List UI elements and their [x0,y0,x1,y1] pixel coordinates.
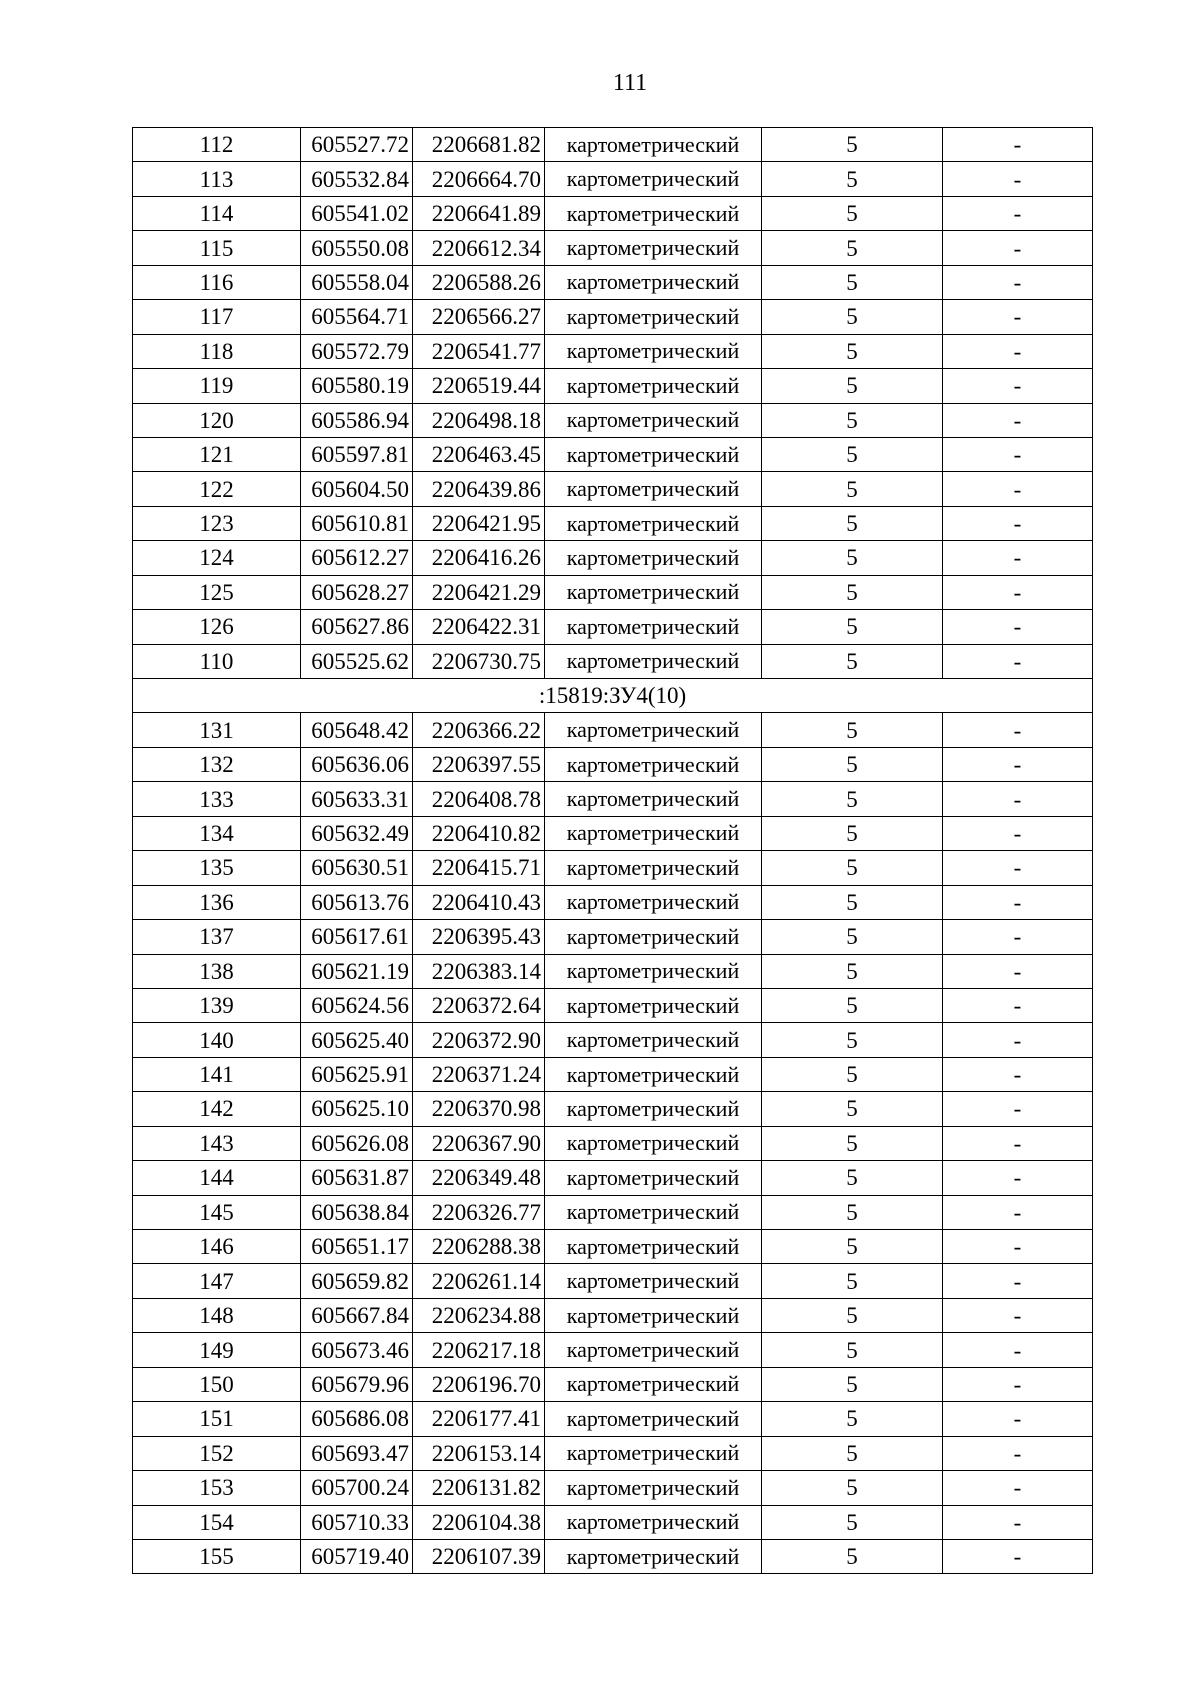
x-coordinate-cell: 605638.84 [301,1195,413,1229]
point-number-cell: 138 [133,954,301,988]
table-row [133,231,1093,265]
x-coordinate-cell: 605550.08 [301,231,413,265]
point-number-cell: 120 [133,403,301,437]
accuracy-cell: 5 [762,885,943,919]
method-cell: картометрический [545,610,762,644]
point-number-cell: 110 [133,644,301,678]
accuracy-cell: 5 [762,1333,943,1367]
y-coordinate-cell: 2206421.29 [413,575,545,609]
x-coordinate-cell: 605617.61 [301,920,413,954]
accuracy-cell: 5 [762,1057,943,1091]
y-coordinate-cell: 2206498.18 [413,403,545,437]
y-coordinate-cell: 2206326.77 [413,1195,545,1229]
table-row [133,1092,1093,1126]
accuracy-cell: 5 [762,954,943,988]
x-coordinate-cell: 605630.51 [301,851,413,885]
y-coordinate-cell: 2206566.27 [413,300,545,334]
point-number-cell: 121 [133,437,301,471]
accuracy-cell: 5 [762,1471,943,1505]
accuracy-cell: 5 [762,1367,943,1401]
y-coordinate-cell: 2206372.64 [413,988,545,1022]
method-cell: картометрический [545,713,762,747]
y-coordinate-cell: 2206217.18 [413,1333,545,1367]
x-coordinate-cell: 605710.33 [301,1505,413,1539]
table-row [133,1436,1093,1470]
accuracy-cell: 5 [762,1195,943,1229]
x-coordinate-cell: 605673.46 [301,1333,413,1367]
method-cell: картометрический [545,644,762,678]
y-coordinate-cell: 2206367.90 [413,1126,545,1160]
x-coordinate-cell: 605686.08 [301,1402,413,1436]
table-row [133,885,1093,919]
point-number-cell: 117 [133,300,301,334]
note-cell: - [943,265,1093,299]
point-number-cell: 115 [133,231,301,265]
accuracy-cell: 5 [762,1230,943,1264]
point-number-cell: 142 [133,1092,301,1126]
accuracy-cell: 5 [762,334,943,368]
point-number-cell: 119 [133,369,301,403]
point-number-cell: 122 [133,472,301,506]
x-coordinate-cell: 605527.72 [301,128,413,162]
point-number-cell: 132 [133,747,301,781]
table-row [133,1333,1093,1367]
x-coordinate-cell: 605604.50 [301,472,413,506]
accuracy-cell: 5 [762,1161,943,1195]
table-row [133,265,1093,299]
y-coordinate-cell: 2206370.98 [413,1092,545,1126]
point-number-cell: 154 [133,1505,301,1539]
point-number-cell: 114 [133,196,301,230]
method-cell: картометрический [545,816,762,850]
table-row [133,300,1093,334]
x-coordinate-cell: 605624.56 [301,988,413,1022]
method-cell: картометрический [545,506,762,540]
note-cell: - [943,1505,1093,1539]
accuracy-cell: 5 [762,506,943,540]
point-number-cell: 134 [133,816,301,850]
table-row [133,782,1093,816]
x-coordinate-cell: 605651.17 [301,1230,413,1264]
accuracy-cell: 5 [762,1505,943,1539]
method-cell: картометрический [545,1367,762,1401]
accuracy-cell: 5 [762,1298,943,1332]
y-coordinate-cell: 2206664.70 [413,162,545,196]
accuracy-cell: 5 [762,610,943,644]
table-row [133,1505,1093,1539]
accuracy-cell: 5 [762,265,943,299]
point-number-cell: 148 [133,1298,301,1332]
table-row [133,816,1093,850]
method-cell: картометрический [545,369,762,403]
point-number-cell: 143 [133,1126,301,1160]
point-number-cell: 146 [133,1230,301,1264]
table-row [133,1195,1093,1229]
point-number-cell: 145 [133,1195,301,1229]
x-coordinate-cell: 605628.27 [301,575,413,609]
table-row [133,437,1093,471]
accuracy-cell: 5 [762,1092,943,1126]
section-header-row [133,679,1093,713]
point-number-cell: 131 [133,713,301,747]
accuracy-cell: 5 [762,816,943,850]
note-cell: - [943,1092,1093,1126]
y-coordinate-cell: 2206588.26 [413,265,545,299]
coordinates-table [132,127,1093,1574]
note-cell: - [943,851,1093,885]
note-cell: - [943,196,1093,230]
x-coordinate-cell: 605541.02 [301,196,413,230]
note-cell: - [943,300,1093,334]
method-cell: картометрический [545,403,762,437]
y-coordinate-cell: 2206410.43 [413,885,545,919]
y-coordinate-cell: 2206463.45 [413,437,545,471]
table-row [133,575,1093,609]
note-cell: - [943,575,1093,609]
method-cell: картометрический [545,128,762,162]
method-cell: картометрический [545,920,762,954]
note-cell: - [943,1471,1093,1505]
y-coordinate-cell: 2206415.71 [413,851,545,885]
method-cell: картометрический [545,1402,762,1436]
point-number-cell: 149 [133,1333,301,1367]
note-cell: - [943,1367,1093,1401]
accuracy-cell: 5 [762,1126,943,1160]
x-coordinate-cell: 605648.42 [301,713,413,747]
x-coordinate-cell: 605612.27 [301,541,413,575]
accuracy-cell: 5 [762,403,943,437]
x-coordinate-cell: 605693.47 [301,1436,413,1470]
note-cell: - [943,782,1093,816]
accuracy-cell: 5 [762,369,943,403]
method-cell: картометрический [545,1298,762,1332]
accuracy-cell: 5 [762,782,943,816]
y-coordinate-cell: 2206681.82 [413,128,545,162]
note-cell: - [943,1539,1093,1573]
point-number-cell: 136 [133,885,301,919]
method-cell: картометрический [545,954,762,988]
note-cell: - [943,1436,1093,1470]
accuracy-cell: 5 [762,644,943,678]
x-coordinate-cell: 605679.96 [301,1367,413,1401]
accuracy-cell: 5 [762,472,943,506]
note-cell: - [943,1230,1093,1264]
method-cell: картометрический [545,196,762,230]
point-number-cell: 147 [133,1264,301,1298]
method-cell: картометрический [545,231,762,265]
point-number-cell: 144 [133,1161,301,1195]
note-cell: - [943,1023,1093,1057]
point-number-cell: 150 [133,1367,301,1401]
y-coordinate-cell: 2206107.39 [413,1539,545,1573]
point-number-cell: 118 [133,334,301,368]
note-cell: - [943,231,1093,265]
accuracy-cell: 5 [762,1539,943,1573]
x-coordinate-cell: 605700.24 [301,1471,413,1505]
point-number-cell: 133 [133,782,301,816]
method-cell: картометрический [545,1264,762,1298]
accuracy-cell: 5 [762,541,943,575]
note-cell: - [943,1402,1093,1436]
method-cell: картометрический [545,1471,762,1505]
point-number-cell: 113 [133,162,301,196]
table-row [133,988,1093,1022]
point-number-cell: 153 [133,1471,301,1505]
x-coordinate-cell: 605636.06 [301,747,413,781]
x-coordinate-cell: 605532.84 [301,162,413,196]
note-cell: - [943,610,1093,644]
point-number-cell: 152 [133,1436,301,1470]
table-row [133,1367,1093,1401]
method-cell: картометрический [545,541,762,575]
y-coordinate-cell: 2206196.70 [413,1367,545,1401]
note-cell: - [943,369,1093,403]
y-coordinate-cell: 2206153.14 [413,1436,545,1470]
x-coordinate-cell: 605625.40 [301,1023,413,1057]
y-coordinate-cell: 2206177.41 [413,1402,545,1436]
y-coordinate-cell: 2206397.55 [413,747,545,781]
method-cell: картометрический [545,1436,762,1470]
point-number-cell: 135 [133,851,301,885]
method-cell: картометрический [545,1126,762,1160]
y-coordinate-cell: 2206261.14 [413,1264,545,1298]
point-number-cell: 124 [133,541,301,575]
x-coordinate-cell: 605613.76 [301,885,413,919]
point-number-cell: 116 [133,265,301,299]
note-cell: - [943,1264,1093,1298]
note-cell: - [943,988,1093,1022]
note-cell: - [943,403,1093,437]
accuracy-cell: 5 [762,1023,943,1057]
x-coordinate-cell: 605610.81 [301,506,413,540]
accuracy-cell: 5 [762,437,943,471]
accuracy-cell: 5 [762,988,943,1022]
y-coordinate-cell: 2206104.38 [413,1505,545,1539]
table-row [133,610,1093,644]
method-cell: картометрический [545,575,762,609]
accuracy-cell: 5 [762,713,943,747]
x-coordinate-cell: 605586.94 [301,403,413,437]
table-row [133,644,1093,678]
table-row [133,369,1093,403]
point-number-cell: 112 [133,128,301,162]
note-cell: - [943,437,1093,471]
accuracy-cell: 5 [762,162,943,196]
accuracy-cell: 5 [762,851,943,885]
x-coordinate-cell: 605625.91 [301,1057,413,1091]
method-cell: картометрический [545,851,762,885]
table-row [133,747,1093,781]
page-number: 111 [612,70,648,96]
y-coordinate-cell: 2206612.34 [413,231,545,265]
table-row [133,196,1093,230]
y-coordinate-cell: 2206383.14 [413,954,545,988]
y-coordinate-cell: 2206421.95 [413,506,545,540]
accuracy-cell: 5 [762,128,943,162]
y-coordinate-cell: 2206730.75 [413,644,545,678]
note-cell: - [943,644,1093,678]
point-number-cell: 151 [133,1402,301,1436]
y-coordinate-cell: 2206395.43 [413,920,545,954]
table-row [133,713,1093,747]
y-coordinate-cell: 2206288.38 [413,1230,545,1264]
table-row [133,920,1093,954]
method-cell: картометрический [545,1539,762,1573]
x-coordinate-cell: 605525.62 [301,644,413,678]
point-number-cell: 155 [133,1539,301,1573]
y-coordinate-cell: 2206349.48 [413,1161,545,1195]
table-row [133,1539,1093,1573]
method-cell: картометрический [545,1230,762,1264]
table-row [133,506,1093,540]
point-number-cell: 137 [133,920,301,954]
method-cell: картометрический [545,988,762,1022]
table-row [133,472,1093,506]
y-coordinate-cell: 2206366.22 [413,713,545,747]
table-row [133,1298,1093,1332]
point-number-cell: 123 [133,506,301,540]
accuracy-cell: 5 [762,1402,943,1436]
accuracy-cell: 5 [762,1264,943,1298]
y-coordinate-cell: 2206410.82 [413,816,545,850]
x-coordinate-cell: 605572.79 [301,334,413,368]
y-coordinate-cell: 2206422.31 [413,610,545,644]
y-coordinate-cell: 2206439.86 [413,472,545,506]
x-coordinate-cell: 605564.71 [301,300,413,334]
table-row [133,162,1093,196]
y-coordinate-cell: 2206541.77 [413,334,545,368]
section-title: :15819:ЗУ4(10) [133,679,1093,713]
note-cell: - [943,472,1093,506]
method-cell: картометрический [545,1195,762,1229]
table-row [133,1126,1093,1160]
note-cell: - [943,885,1093,919]
note-cell: - [943,1333,1093,1367]
note-cell: - [943,1298,1093,1332]
point-number-cell: 139 [133,988,301,1022]
table-row [133,403,1093,437]
y-coordinate-cell: 2206131.82 [413,1471,545,1505]
x-coordinate-cell: 605621.19 [301,954,413,988]
point-number-cell: 140 [133,1023,301,1057]
note-cell: - [943,506,1093,540]
y-coordinate-cell: 2206641.89 [413,196,545,230]
y-coordinate-cell: 2206408.78 [413,782,545,816]
accuracy-cell: 5 [762,300,943,334]
method-cell: картометрический [545,782,762,816]
method-cell: картометрический [545,1057,762,1091]
table-row [133,128,1093,162]
note-cell: - [943,1057,1093,1091]
note-cell: - [943,1126,1093,1160]
table-row [133,1230,1093,1264]
y-coordinate-cell: 2206371.24 [413,1057,545,1091]
x-coordinate-cell: 605633.31 [301,782,413,816]
method-cell: картометрический [545,1023,762,1057]
method-cell: картометрический [545,265,762,299]
note-cell: - [943,1161,1093,1195]
x-coordinate-cell: 605597.81 [301,437,413,471]
table-row [133,1471,1093,1505]
note-cell: - [943,541,1093,575]
y-coordinate-cell: 2206372.90 [413,1023,545,1057]
accuracy-cell: 5 [762,575,943,609]
x-coordinate-cell: 605719.40 [301,1539,413,1573]
note-cell: - [943,334,1093,368]
table-row [133,1023,1093,1057]
x-coordinate-cell: 605627.86 [301,610,413,644]
note-cell: - [943,713,1093,747]
table-row [133,1264,1093,1298]
table-row [133,851,1093,885]
table-row [133,1161,1093,1195]
method-cell: картометрический [545,1333,762,1367]
note-cell: - [943,954,1093,988]
table-row [133,1057,1093,1091]
table-row [133,954,1093,988]
note-cell: - [943,816,1093,850]
x-coordinate-cell: 605580.19 [301,369,413,403]
y-coordinate-cell: 2206519.44 [413,369,545,403]
method-cell: картометрический [545,300,762,334]
note-cell: - [943,747,1093,781]
note-cell: - [943,1195,1093,1229]
method-cell: картометрический [545,334,762,368]
accuracy-cell: 5 [762,747,943,781]
accuracy-cell: 5 [762,920,943,954]
x-coordinate-cell: 605659.82 [301,1264,413,1298]
table-row [133,1402,1093,1436]
coordinates-table-body [133,128,1093,1574]
note-cell: - [943,920,1093,954]
accuracy-cell: 5 [762,1436,943,1470]
x-coordinate-cell: 605625.10 [301,1092,413,1126]
table-row [133,334,1093,368]
accuracy-cell: 5 [762,196,943,230]
x-coordinate-cell: 605632.49 [301,816,413,850]
method-cell: картометрический [545,437,762,471]
x-coordinate-cell: 605626.08 [301,1126,413,1160]
point-number-cell: 126 [133,610,301,644]
x-coordinate-cell: 605558.04 [301,265,413,299]
accuracy-cell: 5 [762,231,943,265]
method-cell: картометрический [545,472,762,506]
method-cell: картометрический [545,1505,762,1539]
x-coordinate-cell: 605631.87 [301,1161,413,1195]
note-cell: - [943,128,1093,162]
method-cell: картометрический [545,885,762,919]
note-cell: - [943,162,1093,196]
method-cell: картометрический [545,1092,762,1126]
y-coordinate-cell: 2206416.26 [413,541,545,575]
method-cell: картометрический [545,162,762,196]
point-number-cell: 125 [133,575,301,609]
y-coordinate-cell: 2206234.88 [413,1298,545,1332]
table-row [133,541,1093,575]
method-cell: картометрический [545,1161,762,1195]
method-cell: картометрический [545,747,762,781]
point-number-cell: 141 [133,1057,301,1091]
x-coordinate-cell: 605667.84 [301,1298,413,1332]
